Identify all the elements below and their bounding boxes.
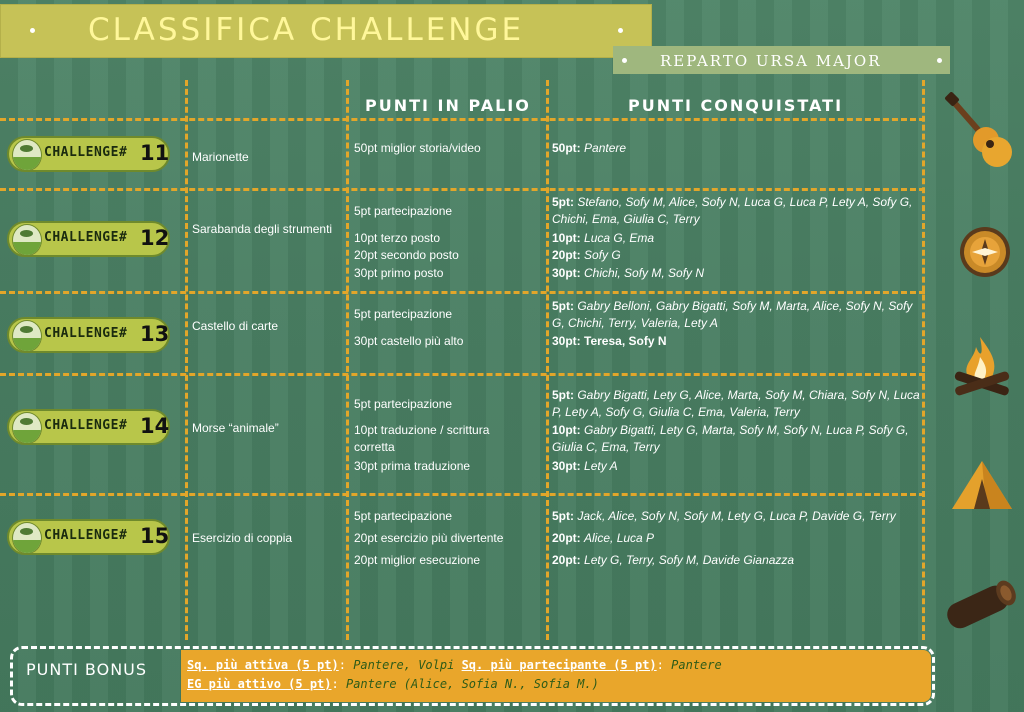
- compass-icon: [940, 215, 1020, 285]
- landscape-icon: [12, 320, 42, 352]
- challenge-pill: [7, 317, 170, 353]
- challenge-number: 13: [140, 322, 170, 346]
- grid-line: [922, 80, 925, 640]
- challenge-label: CHALLENGE#: [44, 418, 128, 433]
- conq-item: 30pt: Lety A: [552, 459, 618, 473]
- log-icon: [940, 573, 1020, 643]
- challenge-pill: [7, 221, 170, 257]
- conq-item: 50pt: Pantere: [552, 141, 627, 155]
- conq-item: 5pt: Gabry Belloni, Gabry Bigatti, Sofy M, Marta, Alice, Sofy N, Sofy G, Chichi, Terry, Valeria, Lety A: [552, 299, 913, 330]
- palio-item: 20pt secondo posto: [354, 248, 459, 262]
- landscape-icon: [12, 224, 42, 256]
- grid-line: [0, 188, 925, 191]
- palio-item: 50pt miglior storia/video: [354, 141, 481, 155]
- grid-line: [0, 291, 925, 294]
- conq-item: 20pt: Sofy G: [552, 248, 621, 262]
- header-punti-conquistati: PUNTI CONQUISTATI: [628, 96, 844, 115]
- banner-dot: [618, 28, 623, 33]
- challenge-label: CHALLENGE#: [44, 528, 128, 543]
- bonus-line: EG più attivo (5 pt): Pantere (Alice, Sofia N., Sofia M.): [187, 677, 599, 691]
- palio-item: 5pt partecipazione: [354, 509, 453, 523]
- conq-item: 30pt: Teresa, Sofy N: [552, 334, 667, 348]
- landscape-icon: [12, 412, 42, 444]
- challenge-name: Sarabanda degli strumenti: [192, 222, 333, 236]
- header-punti-palio: PUNTI IN PALIO: [365, 96, 531, 115]
- challenge-name: Marionette: [192, 150, 249, 164]
- challenge-label: CHALLENGE#: [44, 230, 128, 245]
- grid-line: [0, 373, 925, 376]
- challenge-number: 15: [140, 524, 170, 548]
- challenge-pill: [7, 136, 170, 172]
- landscape-icon: [12, 139, 42, 171]
- palio-item: 5pt partecipazione: [354, 204, 453, 218]
- banner-dot: [622, 58, 627, 63]
- conq-item: 5pt: Gabry Bigatti, Lety G, Alice, Marta, Sofy M, Chiara, Sofy N, Luca P, Lety A, Sofy G, Giulia C, Ema, Valeria, Terry: [552, 388, 920, 419]
- grid-line: [0, 118, 925, 121]
- challenge-name: Castello di carte: [192, 319, 279, 333]
- challenge-label: CHALLENGE#: [44, 145, 128, 160]
- grid-line: [0, 493, 925, 496]
- conq-item: 5pt: Stefano, Sofy M, Alice, Sofy N, Luca G, Luca P, Lety A, Sofy G, Chichi, Ema, Giulia C, Terry: [552, 195, 913, 226]
- palio-item: 5pt partecipazione: [354, 307, 453, 321]
- palio-item: 30pt primo posto: [354, 266, 444, 280]
- page-subtitle: REPARTO URSA MAJOR: [660, 52, 882, 70]
- palio-item: 10pt traduzione / scrittura corretta: [354, 423, 490, 454]
- banner-dot: [30, 28, 35, 33]
- conq-item: 5pt: Jack, Alice, Sofy N, Sofy M, Lety G, Luca P, Davide G, Terry: [552, 509, 896, 523]
- palio-item: 5pt partecipazione: [354, 397, 453, 411]
- grid-line: [346, 80, 349, 640]
- challenge-number: 12: [140, 226, 170, 250]
- challenge-label: CHALLENGE#: [44, 326, 128, 341]
- campfire-icon: [940, 327, 1020, 407]
- landscape-icon: [12, 522, 42, 554]
- challenge-name: Esercizio di coppia: [192, 531, 293, 545]
- bonus-line: Sq. più attiva (5 pt): Pantere, Volpi Sq. più partecipante (5 pt): Pantere: [187, 658, 722, 672]
- conq-item: 20pt: Alice, Luca P: [552, 531, 655, 545]
- challenge-pill: [7, 519, 170, 555]
- grid-line: [546, 80, 549, 640]
- challenge-name: Morse “animale”: [192, 421, 279, 435]
- challenge-number: 11: [140, 141, 170, 165]
- palio-item: 20pt miglior esecuzione: [354, 553, 481, 567]
- challenge-number: 14: [140, 414, 170, 438]
- conq-item: 10pt: Gabry Bigatti, Lety G, Marta, Sofy M, Sofy N, Luca P, Sofy G, Giulia C, Ema, Terry: [552, 423, 909, 454]
- bonus-label: PUNTI BONUS: [26, 660, 148, 679]
- grid-line: [185, 80, 188, 640]
- palio-item: 30pt castello più alto: [354, 334, 464, 348]
- banner-dot: [937, 58, 942, 63]
- conq-item: 30pt: Chichi, Sofy M, Sofy N: [552, 266, 705, 280]
- guitar-icon: [940, 92, 1020, 172]
- challenge-pill: [7, 409, 170, 445]
- conq-item: 10pt: Luca G, Ema: [552, 231, 655, 245]
- palio-item: 20pt esercizio più divertente: [354, 531, 504, 545]
- palio-item: 30pt prima traduzione: [354, 459, 471, 473]
- page-title: CLASSIFICA CHALLENGE: [88, 12, 525, 48]
- tent-icon: [940, 455, 1020, 515]
- palio-item: 10pt terzo posto: [354, 231, 441, 245]
- conq-item: 20pt: Lety G, Terry, Sofy M, Davide Gianazza: [552, 553, 795, 567]
